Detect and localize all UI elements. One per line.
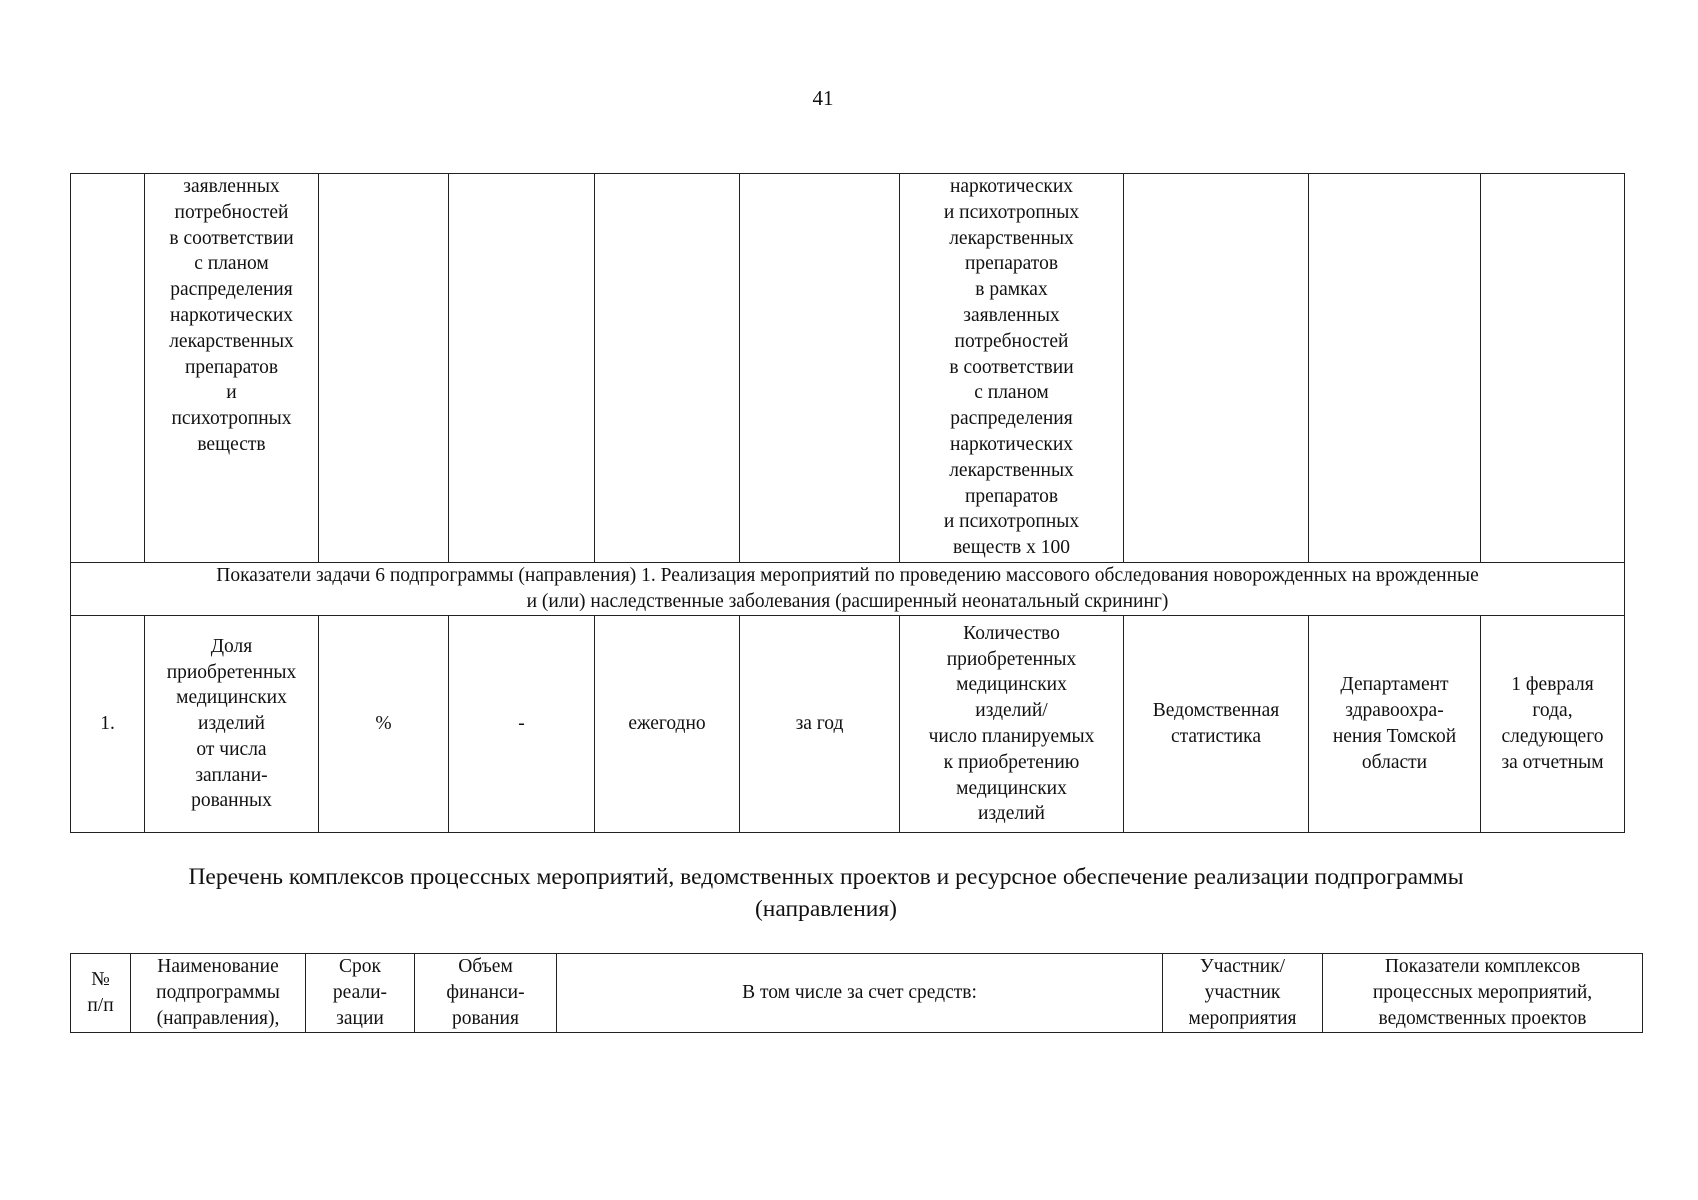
section-heading: Перечень комплексов процессных мероприятий, ведомственных проектов и ресурсное обеспечение реализации подпрограммы (направления) [188, 864, 1464, 922]
indicator-name-continued: заявленных потребностей в соответствии с планом распределения наркотических лекарственных препаратов и психотропных веществ [145, 174, 319, 563]
section-row [71, 563, 1625, 616]
responsible: Департамент здравоохра- нения Томской области [1309, 616, 1481, 833]
indicator-value: - [449, 616, 595, 833]
row-number: 1. [71, 616, 145, 833]
continuation-row [71, 174, 1625, 563]
formula-continued: наркотических и психотропных лекарственных препаратов в рамках заявленных потребностей в соответствии с планом распределения наркотических лекарственных препаратов и психотропных веществ х 100 [900, 174, 1124, 563]
cell [1124, 174, 1309, 563]
cell [71, 174, 145, 563]
cell [1309, 174, 1481, 563]
cell [319, 174, 449, 563]
header-sources: В том числе за счет средств: [557, 954, 1163, 1033]
period: за год [740, 616, 900, 833]
deadline: 1 февраля года, следующего за отчетным [1481, 616, 1625, 833]
source: Ведомственная статистика [1124, 616, 1309, 833]
header-term: Срок реали- зации [306, 954, 415, 1033]
page-number: 41 [812, 86, 834, 110]
header-indicators: Показатели комплексов процессных мероприятий, ведомственных проектов [1323, 954, 1643, 1033]
header-participant: Участник/ участник мероприятия [1163, 954, 1323, 1033]
formula: Количество приобретенных медицинских изделий/ число планируемых к приобретению медицинских изделий [900, 616, 1124, 833]
section-title: Показатели задачи 6 подпрограммы (направления) 1. Реализация мероприятий по проведению массового обследования новорожденных на врожденные и (или) наследственные заболевания (расширенный неонатальный скрининг) [71, 563, 1625, 616]
cell [449, 174, 595, 563]
cell [595, 174, 740, 563]
cell [740, 174, 900, 563]
table-header-row [71, 954, 1643, 1033]
activities-table [70, 953, 1643, 1033]
indicators-table [70, 173, 1625, 833]
header-number: № п/п [71, 954, 131, 1033]
header-funding: Объем финанси- рования [415, 954, 557, 1033]
indicator-name: Доля приобретенных медицинских изделий от числа заплани- рованных [145, 616, 319, 833]
table-row [71, 616, 1625, 833]
periodicity: ежегодно [595, 616, 740, 833]
cell [1481, 174, 1625, 563]
unit: % [319, 616, 449, 833]
header-name: Наименование подпрограммы (направления), [131, 954, 306, 1033]
